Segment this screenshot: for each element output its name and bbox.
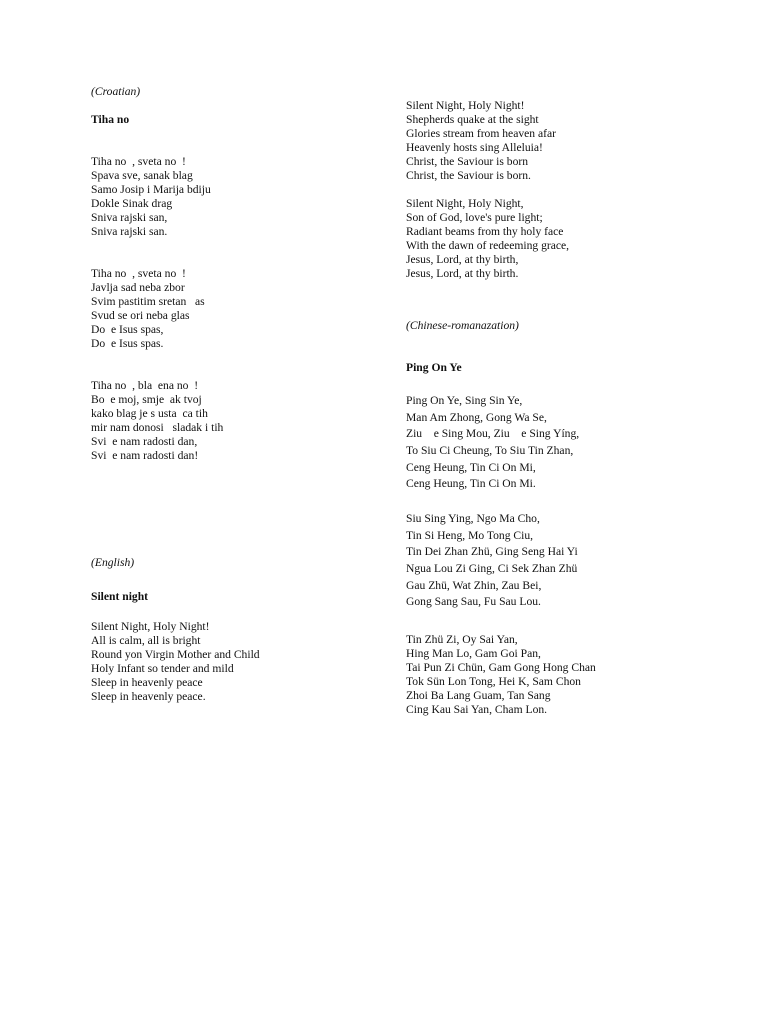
lyric-line: Samo Josip i Marija bdiju	[91, 183, 211, 196]
lyric-line: Son of God, love's pure light;	[406, 211, 543, 224]
lyric-line: Tai Pun Zi Chün, Gam Gong Hong Chan	[406, 661, 596, 674]
lyric-line: Do e Isus spas,	[91, 323, 164, 336]
lyric-line: Holy Infant so tender and mild	[91, 662, 234, 675]
lyric-line: Tin Zhü Zi, Oy Sai Yan,	[406, 633, 518, 646]
english-stanza-1	[91, 620, 260, 704]
croatian-language-label: (Croatian)	[91, 85, 141, 98]
lyric-line: Svim pastitim sretan as	[91, 295, 205, 308]
chinese-stanza-3	[406, 633, 596, 717]
croatian-title: Tiha no	[91, 113, 130, 126]
chinese-title: Ping On Ye	[406, 361, 462, 374]
croatian-stanza-1	[91, 155, 211, 239]
lyric-line: Tiha no , bla ena no !	[91, 379, 199, 392]
lyric-line: Dokle Sinak drag	[91, 197, 173, 210]
lyric-line: Radiant beams from thy holy face	[406, 225, 564, 238]
lyric-line: Bo e moj, smje ak tvoj	[91, 393, 202, 406]
lyric-line: mir nam donosi sladak i tih	[91, 421, 224, 434]
lyric-line: Svi e nam radosti dan!	[91, 449, 199, 462]
english-language-label: (English)	[91, 556, 135, 569]
lyric-line: Tin Si Heng, Mo Tong Ciu,	[406, 528, 534, 542]
chinese-language-label: (Chinese-romanazation)	[406, 319, 519, 332]
lyric-line: All is calm, all is bright	[91, 634, 201, 647]
lyric-line: Gau Zhü, Wat Zhin, Zau Bei,	[406, 578, 542, 592]
english-title: Silent night	[91, 590, 149, 603]
croatian-stanza-2	[91, 267, 205, 351]
lyric-line: Heavenly hosts sing Alleluia!	[406, 141, 543, 154]
english-stanza-2	[406, 99, 556, 183]
lyric-line: Jesus, Lord, at thy birth.	[406, 267, 519, 280]
croatian-stanza-3	[91, 379, 223, 463]
lyric-line: Javlja sad neba zbor	[91, 281, 185, 294]
lyric-line: Hing Man Lo, Gam Goi Pan,	[406, 647, 541, 660]
lyric-line: Tok Sün Lon Tong, Hei K, Sam Chon	[406, 675, 581, 688]
lyric-line: Ceng Heung, Tin Ci On Mi.	[406, 477, 536, 491]
lyric-line: Silent Night, Holy Night!	[406, 99, 525, 112]
lyric-line: Ping On Ye, Sing Sin Ye,	[406, 394, 523, 407]
lyric-line: Silent Night, Holy Night!	[91, 620, 210, 633]
lyric-line: Svud se ori neba glas	[91, 309, 190, 322]
lyric-line: With the dawn of redeeming grace,	[406, 239, 570, 252]
lyric-line: Zhoi Ba Lang Guam, Tan Sang	[406, 689, 551, 702]
lyric-line: Ngua Lou Zi Ging, Ci Sek Zhan Zhü	[406, 562, 578, 576]
lyric-line: Sniva rajski san.	[91, 225, 168, 238]
lyric-line: Glories stream from heaven afar	[406, 127, 557, 140]
chinese-stanza-2	[406, 511, 578, 611]
lyric-line: Tin Dei Zhan Zhü, Ging Seng Hai Yi	[406, 545, 578, 559]
lyric-line: Ceng Heung, Tin Ci On Mi,	[406, 460, 536, 474]
lyric-line: Sleep in heavenly peace	[91, 676, 203, 689]
lyric-line: Sniva rajski san,	[91, 211, 168, 224]
lyric-line: Man Am Zhong, Gong Wa Se,	[406, 410, 547, 424]
lyric-line: Tiha no , sveta no !	[91, 155, 186, 168]
lyric-line: Spava sve, sanak blag	[91, 169, 193, 182]
lyric-line: Round yon Virgin Mother and Child	[91, 648, 260, 661]
lyric-line: Cing Kau Sai Yan, Cham Lon.	[406, 703, 548, 716]
lyric-line: Sleep in heavenly peace.	[91, 690, 206, 703]
english-stanza-3	[406, 197, 569, 281]
lyric-line: Tiha no , sveta no !	[91, 267, 186, 280]
chinese-stanza-1	[406, 393, 579, 493]
lyric-line: Ziu e Sing Mou, Ziu e Sing Yíng,	[406, 427, 580, 441]
lyric-line: Jesus, Lord, at thy birth,	[406, 253, 519, 266]
lyric-line: Svi e nam radosti dan,	[91, 435, 198, 448]
lyric-line: To Siu Ci Cheung, To Siu Tin Zhan,	[406, 444, 574, 458]
lyric-line: Christ, the Saviour is born.	[406, 169, 531, 182]
lyric-line: Silent Night, Holy Night,	[406, 197, 524, 210]
lyric-line: Christ, the Saviour is born	[406, 155, 529, 168]
lyric-line: Shepherds quake at the sight	[406, 113, 539, 126]
lyric-line: Do e Isus spas.	[91, 337, 164, 350]
lyric-line: Gong Sang Sau, Fu Sau Lou.	[406, 595, 541, 609]
lyric-line: Siu Sing Ying, Ngo Ma Cho,	[406, 512, 540, 525]
lyric-line: kako blag je s usta ca tih	[91, 407, 208, 420]
